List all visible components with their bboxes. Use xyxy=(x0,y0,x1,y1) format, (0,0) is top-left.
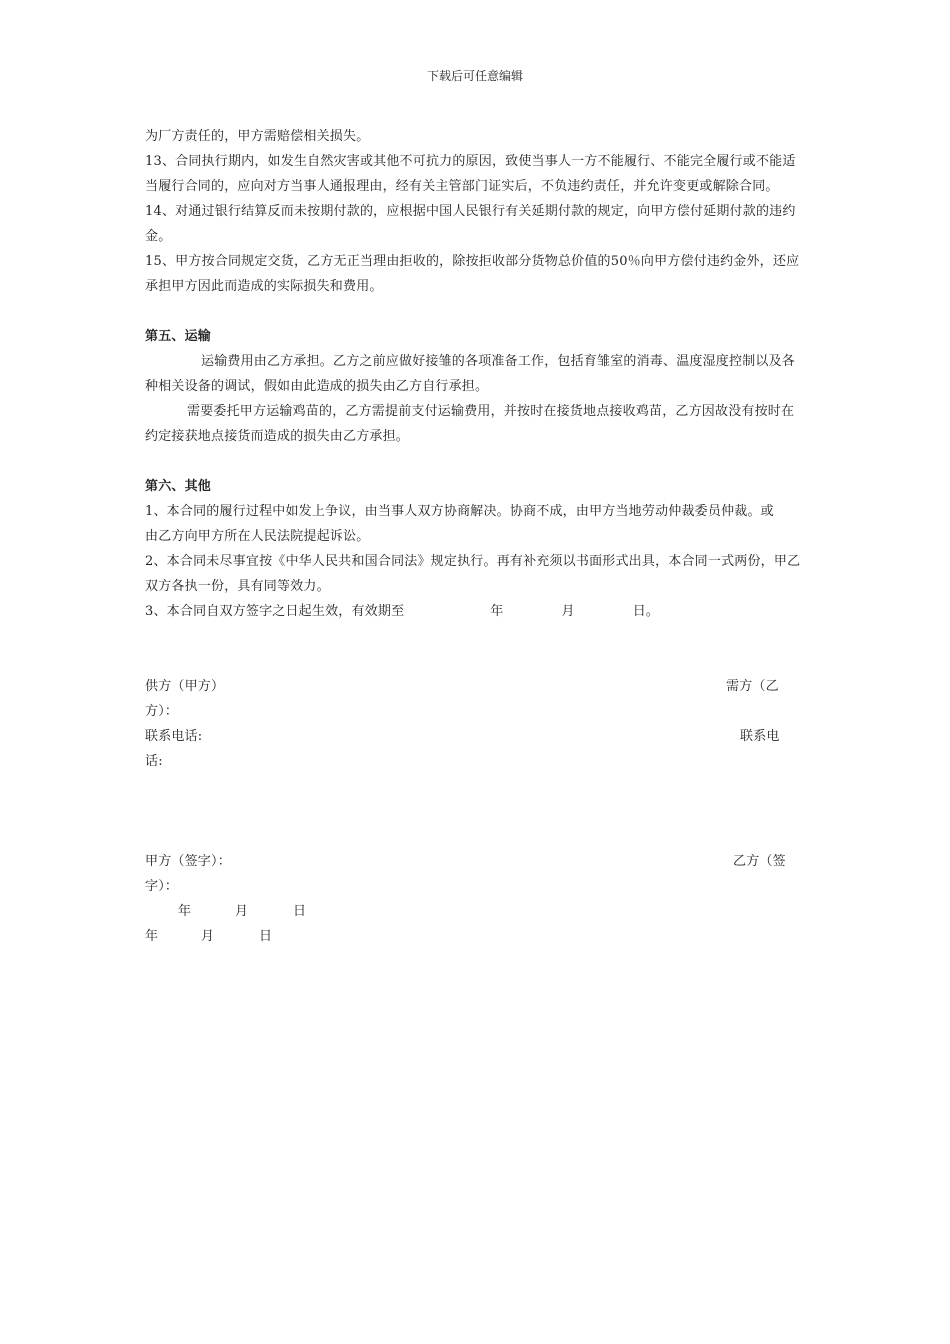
contract-body xyxy=(145,124,805,949)
paragraph: 需要委托甲方运输鸡苗的，乙方需提前支付运输费用，并按时在接货地点接收鸡苗，乙方因故没有按时在约定接获地点接货而造成的损失由乙方承担。 xyxy=(145,404,795,444)
phone-label-right: 联系电 xyxy=(740,729,780,744)
paragraph: 15、甲方按合同规定交货，乙方无正当理由拒收的，除按拒收部分货物总价值的50％向甲方偿付违约金外，还应承担甲方因此而造成的实际损失和费用。 xyxy=(145,254,800,294)
supplier-label: 供方（甲方） xyxy=(145,679,225,694)
phone-row xyxy=(145,724,805,749)
date-row-b xyxy=(145,924,805,949)
validity-year: 年 xyxy=(490,604,504,619)
date-year-b: 年 xyxy=(145,929,159,944)
paragraph: 1、本合同的履行过程中如发上争议，由当事人双方协商解决。协商不成，由甲方当地劳动仲裁委员仲裁。或由乙方向甲方所在人民法院提起诉讼。 xyxy=(145,504,774,544)
paragraph: 13、合同执行期内，如发生自然灾害或其他不可抗力的原因，致使当事人一方不能履行、不能完全履行或不能适当履行合同的，应向对方当事人通报理由，经有关主管部门证实后，不负违约责任，并允许变更或解除合同。 xyxy=(145,154,796,194)
buyer-label-cont: 方）： xyxy=(145,704,179,719)
party-a-sign-label: 甲方（签字）： xyxy=(145,854,231,869)
phone-label-cont: 话: xyxy=(145,754,163,769)
date-day-a: 日 xyxy=(293,904,307,919)
party-b-sign-label: 乙方（签 xyxy=(733,854,786,869)
phone-label-left: 联系电话: xyxy=(145,729,203,744)
paragraph: 14、对通过银行结算反而未按期付款的，应根据中国人民银行有关延期付款的规定，向甲方偿付延期付款的违约金。 xyxy=(145,204,796,244)
paragraph: 2、本合同未尽事宜按《中华人民共和国合同法》规定执行。再有补充须以书面形式出具，本合同一式两份，甲乙双方各执一份，具有同等效力。 xyxy=(145,554,801,594)
date-day-b: 日 xyxy=(259,929,273,944)
date-row-a xyxy=(145,899,805,924)
paragraph xyxy=(145,599,805,624)
validity-text: 3、本合同自双方签字之日起生效，有效期至 xyxy=(145,604,405,619)
page-header: 下载后可任意编辑 xyxy=(426,69,523,83)
paragraph: 为厂方责任的，甲方需赔偿相关损失。 xyxy=(145,129,370,144)
paragraph: 运输费用由乙方承担。乙方之前应做好接雏的各项准备工作，包括育雏室的消毒、温度湿度控制以及各种相关设备的调试，假如由此造成的损失由乙方自行承担。 xyxy=(145,354,796,394)
date-month-a: 月 xyxy=(235,904,249,919)
buyer-label: 需方（乙 xyxy=(726,679,779,694)
party-b-sign-cont: 字）： xyxy=(145,879,179,894)
signature-row xyxy=(145,849,805,874)
date-year-a: 年 xyxy=(178,904,192,919)
section-title: 第五、运输 xyxy=(145,329,212,344)
party-labels-row xyxy=(145,674,805,699)
date-month-b: 月 xyxy=(201,929,215,944)
validity-month: 月 xyxy=(561,604,575,619)
validity-day: 日。 xyxy=(632,604,660,619)
section-title: 第六、其他 xyxy=(145,479,212,494)
